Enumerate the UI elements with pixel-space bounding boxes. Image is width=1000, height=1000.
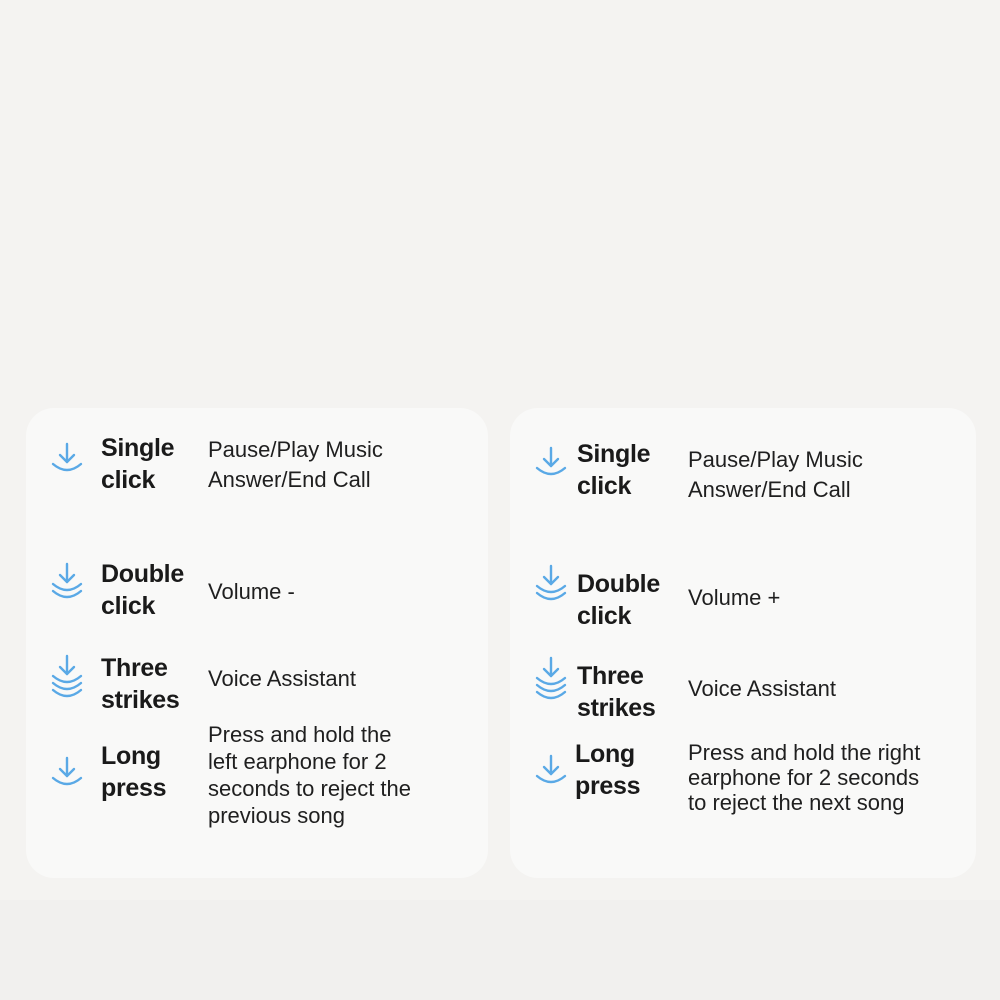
gesture-action: Press and hold the right earphone for 2 seconds to reject the next song — [688, 740, 921, 815]
gesture-name: Single click — [101, 434, 175, 494]
single-press-icon — [48, 438, 86, 498]
left-earphone-controls-card — [26, 408, 488, 878]
gesture-name: Long press — [575, 740, 641, 800]
long-press-icon — [48, 752, 86, 812]
gesture-name: Double click — [101, 560, 184, 620]
double-press-icon — [532, 562, 570, 622]
gesture-action: Pause/Play Music Answer/End Call — [208, 437, 383, 492]
triple-press-icon — [48, 652, 86, 712]
gesture-action: Pause/Play Music Answer/End Call — [688, 447, 863, 502]
right-earphone-controls-card — [510, 408, 976, 878]
gesture-name: Three strikes — [101, 654, 180, 714]
single-press-icon — [532, 442, 570, 502]
gesture-action: Volume - — [208, 579, 295, 604]
gesture-action: Voice Assistant — [208, 666, 356, 691]
triple-press-icon — [532, 654, 570, 714]
gesture-name: Single click — [577, 440, 651, 500]
gesture-name: Double click — [577, 570, 660, 630]
gesture-action: Voice Assistant — [688, 676, 836, 701]
gesture-name: Three strikes — [577, 662, 656, 722]
gesture-action: Press and hold the left earphone for 2 seconds to reject the previous song — [208, 722, 412, 828]
background-strip — [0, 900, 1000, 1000]
gesture-name: Long press — [101, 742, 167, 802]
gesture-action: Volume + — [688, 585, 781, 610]
long-press-icon — [532, 750, 570, 810]
double-press-icon — [48, 560, 86, 620]
